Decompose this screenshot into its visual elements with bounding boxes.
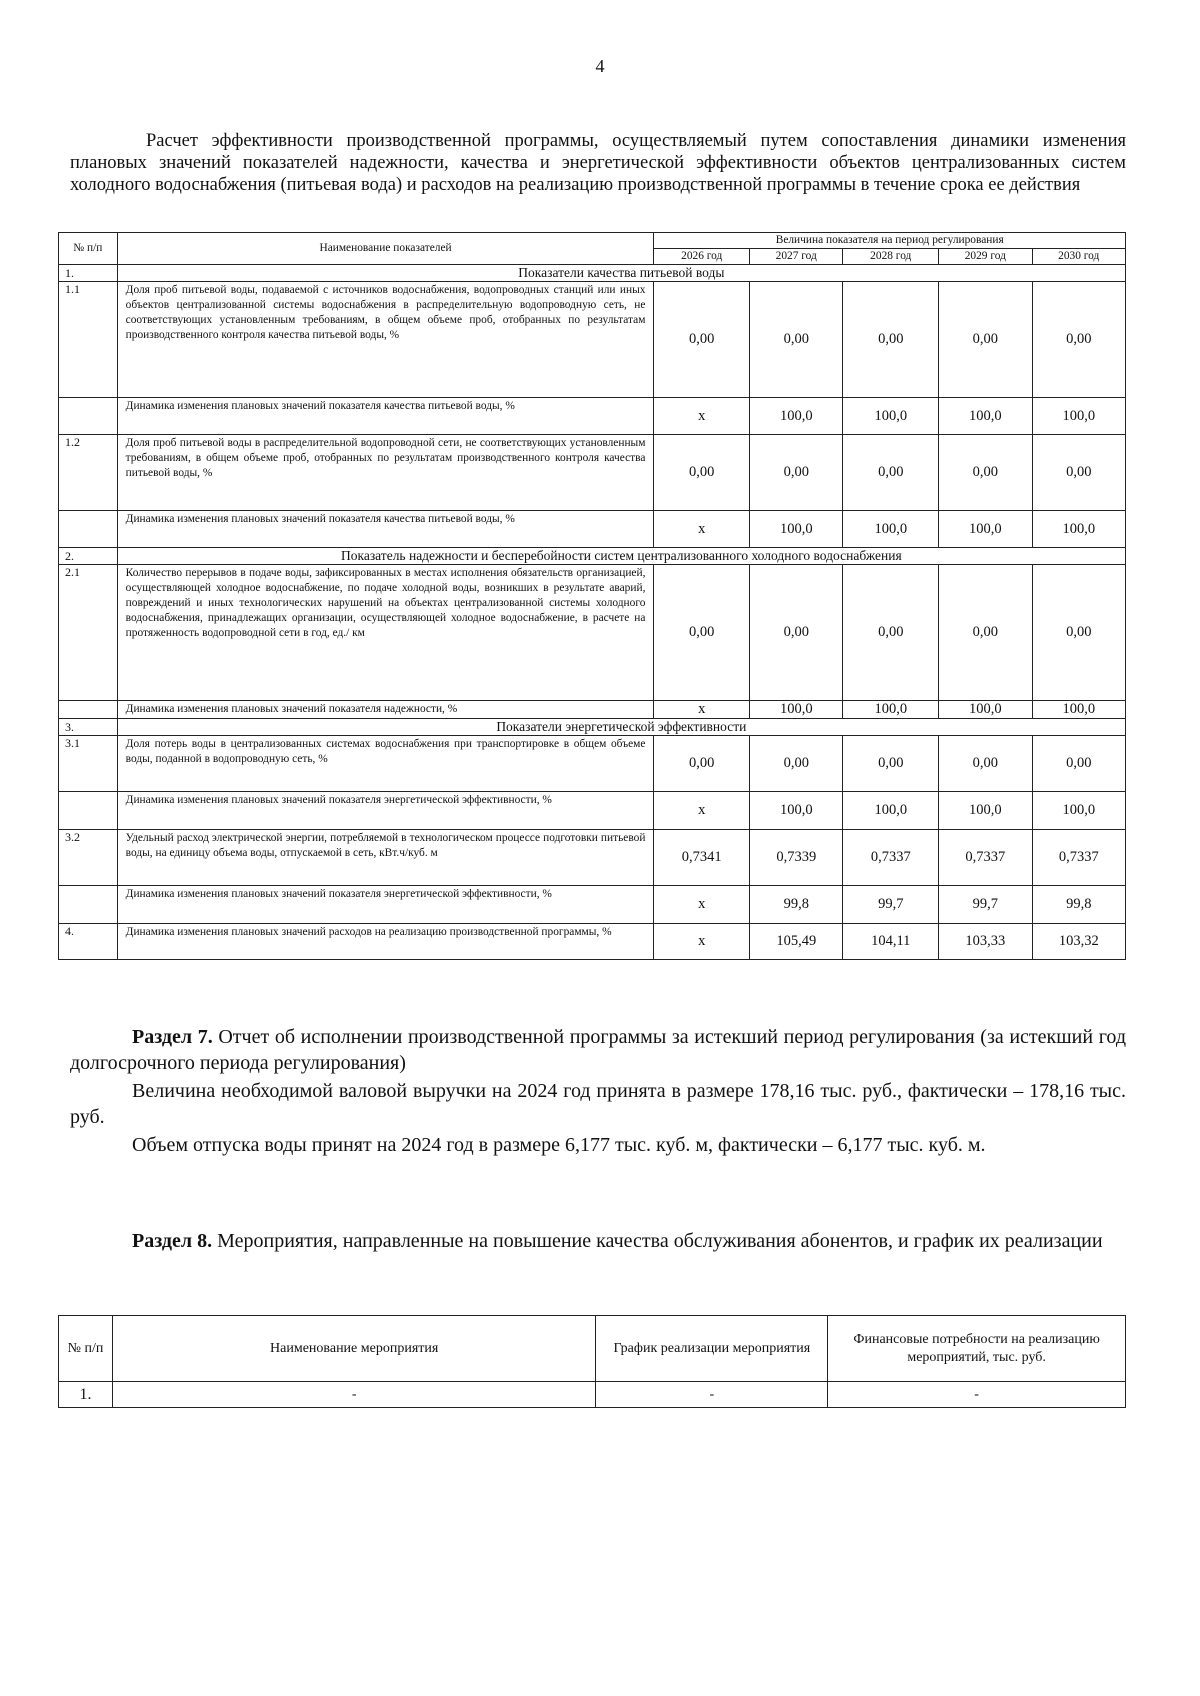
indicators-table	[58, 232, 1126, 960]
section7-heading	[70, 1024, 1126, 1076]
table-row: Динамика изменения плановых значений показателя качества питьевой воды, % х 100,0 100,0 100,0 100,0	[59, 398, 1126, 435]
header-year: 2030 год	[1032, 249, 1125, 265]
page-number: 4	[595, 56, 605, 76]
header-name: Наименование показателей	[117, 233, 654, 265]
section7-label: Раздел 7.	[132, 1026, 213, 1048]
table-row: 3.2 Удельный расход электрической энергии, потребляемой в технологическом процессе подготовки питьевой воды, на единицу объема воды, отпускаемой в сеть, кВт.ч/куб. м 0,7341 0,7339 0,7337 0,7337 0,7337	[59, 830, 1126, 886]
table-row: 3.1 Доля потерь воды в централизованных системах водоснабжения при транспортировке в общем объеме воды, поданной в водопроводную сеть, % 0,00 0,00 0,00 0,00 0,00	[59, 736, 1126, 792]
header-name: Наименование мероприятия	[112, 1316, 595, 1382]
table-row: 2.1 Количество перерывов в подаче воды, зафиксированных в местах исполнения обязательств организацией, осуществляющей холодное водоснабжение, по подаче холодной воды, возникших в результате аварий, повреждений и иных технологических нарушений на объектах централизованной системы холодного водоснабжения, принадлежащих организации, осуществляющей холодное водоснабжение, в расчете на протяженность водопроводной сети в год, ед./ км 0,00 0,00 0,00 0,00 0,00	[59, 565, 1126, 701]
section-row: 2. Показатель надежности и бесперебойности систем централизованного холодного водоснабжения	[59, 548, 1126, 565]
header-year: 2027 год	[750, 249, 843, 265]
header-period: Величина показателя на период регулирования	[654, 233, 1126, 249]
intro-paragraph: Расчет эффективности производственной программы, осуществляемый путем сопоставления динамики изменения плановых значений показателей надежности, качества и энергетической эффективности объектов централизованных систем холодного водоснабжения (питьевая вода) и расходов на реализацию производственной программы в течение срока ее действия	[70, 131, 1126, 195]
table-header-row	[59, 233, 1126, 249]
table-row: Динамика изменения плановых значений показателя энергетической эффективности, % х 99,8 99,7 99,7 99,8	[59, 886, 1126, 924]
table-row: 4. Динамика изменения плановых значений расходов на реализацию производственной программы, % х 105,49 104,11 103,33 103,32	[59, 924, 1126, 960]
header-year: 2026 год	[654, 249, 750, 265]
section7-paragraph-volume: Объем отпуска воды принят на 2024 год в размере 6,177 тыс. куб. м, фактически – 6,177 тыс. куб. м.	[132, 1134, 986, 1156]
header-year: 2029 год	[939, 249, 1032, 265]
header-finance: Финансовые потребности на реализацию мероприятий, тыс. руб.	[828, 1316, 1126, 1382]
table-row: 1. - - -	[59, 1382, 1126, 1408]
table-row: Динамика изменения плановых значений показателя качества питьевой воды, % х 100,0 100,0 100,0 100,0	[59, 511, 1126, 548]
section-row: 3. Показатели энергетической эффективности	[59, 719, 1126, 736]
section8-title: Мероприятия, направленные на повышение качества обслуживания абонентов, и график их реализации	[217, 1230, 1103, 1252]
section7-paragraph-revenue: Величина необходимой валовой выручки на 2024 год принята в размере 178,16 тыс. руб., фактически – 178,16 тыс. руб.	[70, 1080, 1126, 1128]
measures-table	[58, 1315, 1126, 1408]
header-schedule: График реализации мероприятия	[596, 1316, 828, 1382]
section8-label: Раздел 8.	[132, 1230, 213, 1252]
section7-title: Отчет об исполнении производственной программы за истекший период регулирования (за истекший год долгосрочного периода регулирования)	[70, 1026, 1126, 1074]
header-year: 2028 год	[843, 249, 939, 265]
table-header-row	[59, 1316, 1126, 1382]
table-row: 1.2 Доля проб питьевой воды в распределительной водопроводной сети, не соответствующих установленным требованиям, в общем объеме проб, отобранных по результатам производственного контроля качества питьевой воды, % 0,00 0,00 0,00 0,00 0,00	[59, 435, 1126, 511]
table-row: 1.1 Доля проб питьевой воды, подаваемой с источников водоснабжения, водопроводных станций или иных объектов централизованной системы водоснабжения в распределительную водопроводную сеть, не соответствующих установленным требованиям, в общем объеме проб, отобранных по результатам производственного контроля качества питьевой воды, % 0,00 0,00 0,00 0,00 0,00	[59, 282, 1126, 398]
header-num: № п/п	[59, 233, 118, 265]
table-row: Динамика изменения плановых значений показателя надежности, % х 100,0 100,0 100,0 100,0	[59, 701, 1126, 719]
header-num: № п/п	[59, 1316, 113, 1382]
section-row: 1. Показатели качества питьевой воды	[59, 265, 1126, 282]
section8-heading	[70, 1228, 1126, 1254]
table-row: Динамика изменения плановых значений показателя энергетической эффективности, % х 100,0 100,0 100,0 100,0	[59, 792, 1126, 830]
